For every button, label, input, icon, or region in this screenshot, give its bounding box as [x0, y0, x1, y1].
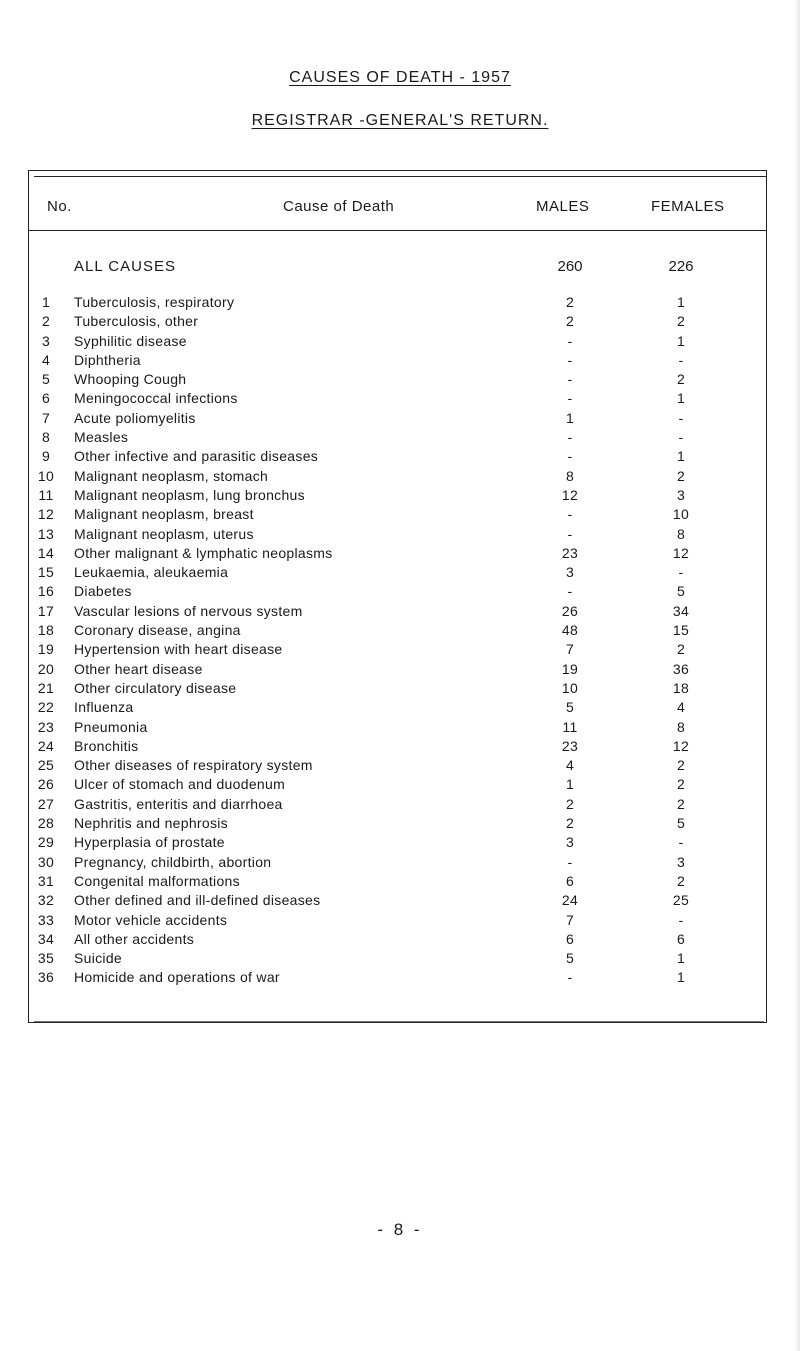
row-number: 4	[41, 351, 51, 368]
table-row	[0, 371, 800, 390]
row-cause: Hyperplasia of prostate	[74, 834, 225, 851]
total-row-label: ALL CAUSES	[74, 258, 176, 275]
row-number: 10	[37, 467, 55, 484]
row-females: 25	[672, 892, 690, 909]
row-cause: Acute poliomyelitis	[74, 409, 196, 426]
row-cause: Meningococcal infections	[74, 390, 238, 407]
row-females: 2	[676, 776, 686, 793]
row-males: 6	[565, 930, 575, 947]
row-cause: Homicide and operations of war	[74, 969, 280, 986]
row-number: 9	[41, 448, 51, 465]
row-females: 1	[676, 448, 686, 465]
table-frame-inner-rule	[34, 176, 767, 177]
column-header-no: No.	[47, 198, 72, 215]
row-cause: Other defined and ill-defined diseases	[74, 892, 321, 909]
row-number: 13	[37, 525, 55, 542]
row-number: 12	[37, 506, 55, 523]
row-cause: Malignant neoplasm, lung bronchus	[74, 486, 305, 503]
row-females: 5	[676, 815, 686, 832]
row-males: -	[567, 583, 573, 600]
row-cause: All other accidents	[74, 930, 195, 947]
table-row	[0, 603, 800, 622]
row-females: -	[678, 911, 684, 928]
row-number: 14	[37, 544, 55, 561]
row-females: -	[678, 429, 684, 446]
row-females: 12	[672, 737, 690, 754]
row-females: 2	[676, 313, 686, 330]
row-females: 10	[672, 506, 690, 523]
table-row	[0, 854, 800, 873]
row-females: 8	[676, 718, 686, 735]
row-females: -	[678, 564, 684, 581]
row-number: 11	[38, 486, 54, 503]
row-males: 23	[561, 544, 579, 561]
row-number: 32	[37, 892, 55, 909]
row-number: 36	[37, 969, 55, 986]
table-row	[0, 487, 800, 506]
table-row	[0, 294, 800, 313]
row-number: 35	[37, 950, 55, 967]
table-row	[0, 313, 800, 332]
table-header-rule	[28, 230, 767, 231]
table-row	[0, 390, 800, 409]
row-number: 20	[37, 660, 55, 677]
table-row	[0, 892, 800, 911]
column-header-females: FEMALES	[651, 198, 725, 215]
table-body	[0, 294, 800, 989]
row-females: 2	[676, 795, 686, 812]
table-row	[0, 506, 800, 525]
row-number: 7	[41, 409, 51, 426]
row-females: 8	[676, 525, 686, 542]
row-cause: Vascular lesions of nervous system	[74, 602, 303, 619]
row-cause: Pregnancy, childbirth, abortion	[74, 853, 272, 870]
row-cause: Gastritis, enteritis and diarrhoea	[74, 795, 283, 812]
row-males: -	[567, 429, 573, 446]
row-males: 2	[565, 294, 575, 310]
row-number: 19	[37, 641, 55, 658]
table-row	[0, 796, 800, 815]
table-row	[0, 429, 800, 448]
row-males: 10	[561, 679, 579, 696]
row-males: -	[567, 371, 573, 388]
row-females: 1	[676, 969, 686, 986]
row-males: -	[567, 390, 573, 407]
table-row	[0, 815, 800, 834]
row-number: 8	[41, 429, 51, 446]
row-males: 48	[561, 622, 579, 639]
row-females: 2	[676, 872, 686, 889]
row-cause: Malignant neoplasm, uterus	[74, 525, 254, 542]
page-subtitle: REGISTRAR -GENERAL'S RETURN.	[251, 112, 549, 129]
table-row	[0, 969, 800, 988]
row-females: 12	[672, 544, 690, 561]
row-number: 34	[37, 930, 55, 947]
row-males: 2	[565, 795, 575, 812]
row-males: -	[567, 448, 573, 465]
row-cause: Other infective and parasitic diseases	[74, 448, 319, 465]
table-row	[0, 699, 800, 718]
row-cause: Nephritis and nephrosis	[74, 815, 228, 832]
row-females: -	[678, 834, 684, 851]
table-row	[0, 680, 800, 699]
row-males: 1	[565, 409, 575, 426]
row-cause: Motor vehicle accidents	[74, 911, 228, 928]
row-females: 36	[672, 660, 690, 677]
row-cause: Diabetes	[74, 583, 132, 600]
row-females: 3	[676, 486, 686, 503]
table-row	[0, 757, 800, 776]
row-cause: Coronary disease, angina	[74, 622, 241, 639]
row-cause: Other diseases of respiratory system	[74, 757, 313, 774]
table-row	[0, 738, 800, 757]
row-number: 33	[37, 911, 55, 928]
table-row	[0, 834, 800, 853]
row-number: 6	[41, 390, 51, 407]
page-number: - 8 -	[377, 1220, 423, 1239]
row-number: 17	[37, 602, 55, 619]
row-females: 1	[676, 950, 686, 967]
row-females: 1	[676, 390, 686, 407]
row-number: 21	[37, 679, 55, 696]
row-number: 15	[37, 564, 55, 581]
table-row	[0, 641, 800, 660]
row-males: 3	[565, 834, 575, 851]
table-row	[0, 545, 800, 564]
row-females: -	[678, 351, 684, 368]
row-number: 3	[41, 332, 51, 349]
row-males: -	[567, 969, 573, 986]
table-row	[0, 352, 800, 371]
row-males: 1	[565, 776, 575, 793]
row-males: 7	[565, 911, 575, 928]
row-males: 26	[561, 602, 579, 619]
row-cause: Syphilitic disease	[74, 332, 187, 349]
row-number: 31	[37, 872, 55, 889]
row-number: 1	[41, 294, 51, 310]
table-row	[0, 526, 800, 545]
row-males: 7	[565, 641, 575, 658]
row-cause: Other circulatory disease	[74, 679, 237, 696]
row-males: -	[567, 525, 573, 542]
row-cause: Tuberculosis, respiratory	[74, 294, 235, 310]
table-row	[0, 912, 800, 931]
row-cause: Bronchitis	[74, 737, 139, 754]
table-row	[0, 661, 800, 680]
row-cause: Malignant neoplasm, breast	[74, 506, 254, 523]
row-cause: Ulcer of stomach and duodenum	[74, 776, 286, 793]
row-males: 12	[561, 486, 579, 503]
table-row	[0, 719, 800, 738]
row-males: 4	[565, 757, 575, 774]
table-row	[0, 333, 800, 352]
table-frame-bottom-rule	[34, 1021, 764, 1022]
row-number: 25	[37, 757, 55, 774]
table-row	[0, 410, 800, 429]
row-cause: Suicide	[74, 950, 123, 967]
row-females: 3	[676, 853, 686, 870]
row-females: 34	[672, 602, 690, 619]
row-number: 5	[41, 371, 51, 388]
row-males: 2	[565, 313, 575, 330]
row-cause: Other malignant & lymphatic neoplasms	[74, 544, 333, 561]
row-cause: Tuberculosis, other	[74, 313, 199, 330]
row-number: 2	[41, 313, 51, 330]
row-number: 22	[37, 699, 55, 716]
row-males: -	[567, 853, 573, 870]
row-males: 23	[561, 737, 579, 754]
column-header-males: MALES	[536, 198, 590, 215]
row-males: 11	[562, 718, 578, 735]
row-males: 8	[565, 467, 575, 484]
row-females: 1	[676, 332, 686, 349]
row-males: -	[567, 332, 573, 349]
row-number: 24	[37, 737, 55, 754]
row-cause: Leukaemia, aleukaemia	[74, 564, 229, 581]
row-females: 1	[676, 294, 686, 310]
table-row	[0, 873, 800, 892]
page-title: CAUSES OF DEATH - 1957	[289, 69, 511, 86]
total-row-females: 226	[668, 258, 694, 275]
row-number: 18	[37, 622, 55, 639]
row-cause: Pneumonia	[74, 718, 148, 735]
row-females: 5	[676, 583, 686, 600]
row-females: 4	[676, 699, 686, 716]
row-females: -	[678, 409, 684, 426]
row-cause: Congenital malformations	[74, 872, 240, 889]
row-males: 3	[565, 564, 575, 581]
row-females: 6	[676, 930, 686, 947]
row-cause: Measles	[74, 429, 129, 446]
row-number: 26	[37, 776, 55, 793]
row-number: 29	[37, 834, 55, 851]
row-cause: Other heart disease	[74, 660, 203, 677]
row-cause: Malignant neoplasm, stomach	[74, 467, 269, 484]
row-females: 18	[672, 679, 690, 696]
row-males: 2	[565, 815, 575, 832]
row-males: -	[567, 351, 573, 368]
table-row	[0, 950, 800, 969]
row-females: 2	[676, 467, 686, 484]
row-number: 23	[37, 718, 55, 735]
row-males: 19	[561, 660, 579, 677]
row-number: 27	[37, 795, 55, 812]
table-row	[0, 468, 800, 487]
table-row	[0, 583, 800, 602]
row-females: 15	[672, 622, 690, 639]
row-females: 2	[676, 757, 686, 774]
row-males: -	[567, 506, 573, 523]
row-males: 5	[565, 950, 575, 967]
row-males: 24	[561, 892, 579, 909]
table-row	[0, 931, 800, 950]
row-males: 6	[565, 872, 575, 889]
total-row-males: 260	[557, 258, 583, 275]
column-header-cause: Cause of Death	[283, 198, 395, 215]
row-number: 28	[37, 815, 55, 832]
row-females: 2	[676, 641, 686, 658]
row-cause: Hypertension with heart disease	[74, 641, 283, 658]
row-cause: Whooping Cough	[74, 371, 187, 388]
row-cause: Influenza	[74, 699, 134, 716]
row-number: 30	[37, 853, 55, 870]
row-cause: Diphtheria	[74, 351, 141, 368]
table-row	[0, 776, 800, 795]
row-females: 2	[676, 371, 686, 388]
row-males: 5	[565, 699, 575, 716]
scan-edge	[794, 0, 800, 1351]
row-number: 16	[37, 583, 55, 600]
table-row	[0, 622, 800, 641]
table-row	[0, 564, 800, 583]
table-row	[0, 448, 800, 467]
